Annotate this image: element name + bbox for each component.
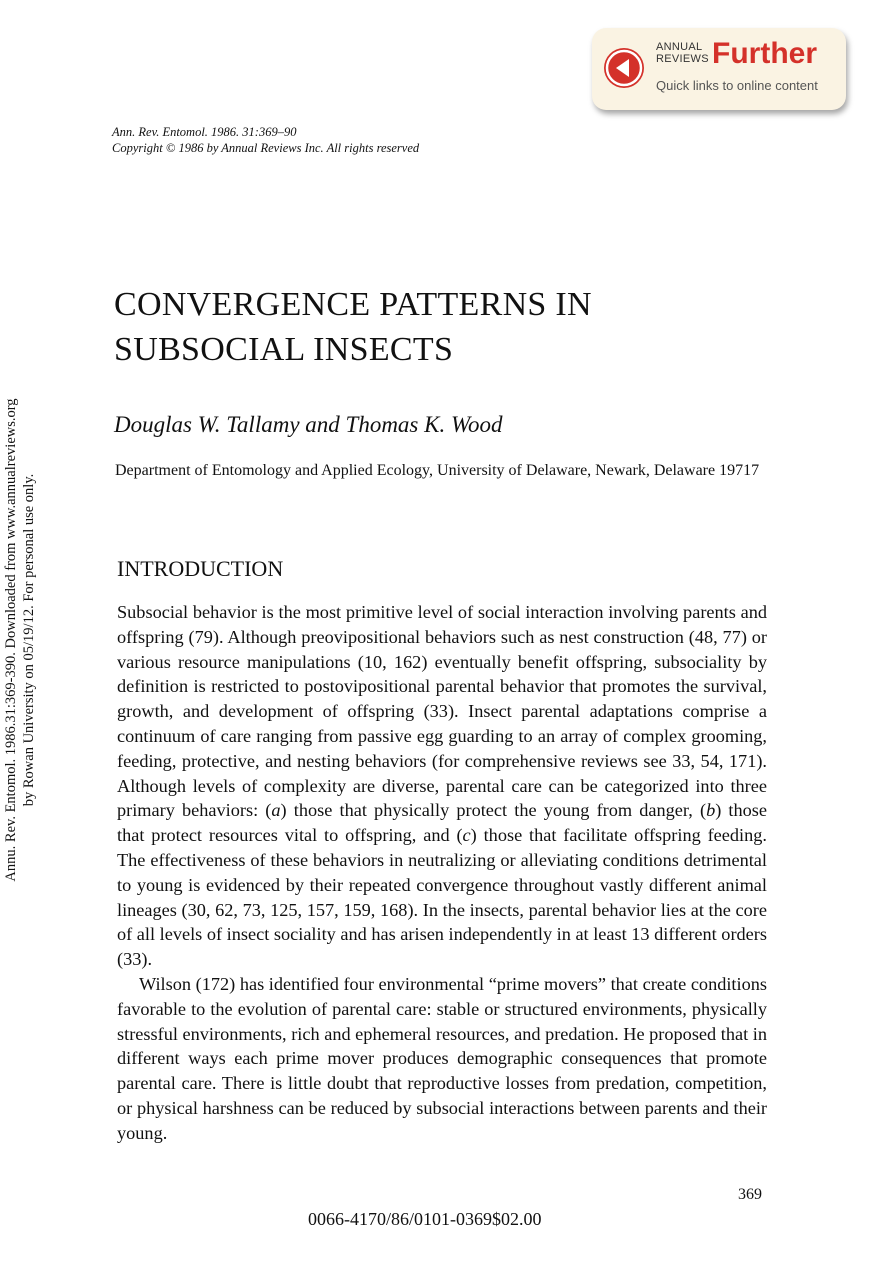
page-number: 369 [738, 1186, 762, 1203]
marker-b: b [706, 800, 716, 821]
p1-part-b: ) those that physically protect the young from danger, ( [280, 800, 707, 821]
marker-c: c [462, 825, 471, 846]
p1-part-a: Subsocial behavior is the most primitive level of social interaction involving parents and offspring (79). Although preovipositional behaviors such as nest construction (48, 77) or various resource manipulations (10, 162) eventually benefit offspring, subsociality by definition is restricted to postovipositional parental behavior that promotes the survival, growth, and development of offspring (33). Insect parental adaptations comprise a continuum of care ranging from passive egg guarding to an array of complex grooming, feeding, protective, and nesting behaviors (for comprehensive reviews see 33, 54, 171). Although levels of complexity are diverse, parental care can be categorized into three primary behaviors: ( [117, 602, 767, 821]
logo-reviews: REVIEWS [656, 53, 709, 65]
further-word: Further [712, 37, 817, 70]
title-line2: SUBSOCIAL INSECTS [114, 331, 454, 368]
paragraph-1 [117, 600, 767, 972]
title-line1: CONVERGENCE PATTERNS IN [114, 286, 592, 323]
play-left-icon [604, 48, 644, 88]
authors: Douglas W. Tallamy and Thomas K. Wood [114, 412, 503, 437]
download-notice-line1: Annu. Rev. Entomol. 1986.31:369-390. Downloaded from www.annualreviews.org [3, 398, 19, 882]
article-code: 0066-4170/86/0101-0369$02.00 [308, 1209, 542, 1229]
affiliation: Department of Entomology and Applied Ecology, University of Delaware, Newark, Delaware 19717 [115, 462, 760, 479]
journal-header [112, 124, 419, 156]
p1-part-c: ) those that protect resources vital to offspring, and ( [117, 800, 768, 846]
download-notice-line2: by Rowan University on 05/19/12. For personal use only. [21, 473, 37, 807]
section-heading: INTRODUCTION [117, 556, 284, 581]
copyright: Copyright © 1986 by Annual Reviews Inc. All rights reserved [112, 141, 420, 155]
marker-a: a [271, 800, 281, 821]
paragraph-2: Wilson (172) has identified four environmental “prime movers” that create conditions favorable to the evolution of parental care: stable or structured environments, physically stressful environments, rich and ephemeral resources, and predation. He proposed that in different ways each prime mover produces demographic consequences that promote parental care. There is little doubt that reproductive losses from predation, competition, or physical harshness can be reduced by subsocial interactions between parents and their young. [117, 973, 767, 1143]
annual-reviews-logo-text [656, 41, 709, 65]
p1-part-d: ) those that facilitate offspring feeding. The effectiveness of these behaviors in neutralizing or alleviating conditions detrimental to young is evidenced by their repeated convergence throughout vastly different animal lineages (30, 62, 73, 125, 157, 159, 168). In the insects, parental behavior lies at the core of all levels of insect sociality and has arisen independently in at least 13 different orders (33). [117, 825, 767, 970]
article-title [114, 282, 592, 372]
article-body [117, 600, 767, 1146]
further-links-badge[interactable] [592, 28, 846, 110]
citation: Ann. Rev. Entomol. 1986. 31:369–90 [112, 125, 297, 139]
further-subtitle: Quick links to online content [656, 78, 818, 93]
download-notice [2, 360, 42, 920]
logo-annual: ANNUAL [656, 41, 703, 53]
